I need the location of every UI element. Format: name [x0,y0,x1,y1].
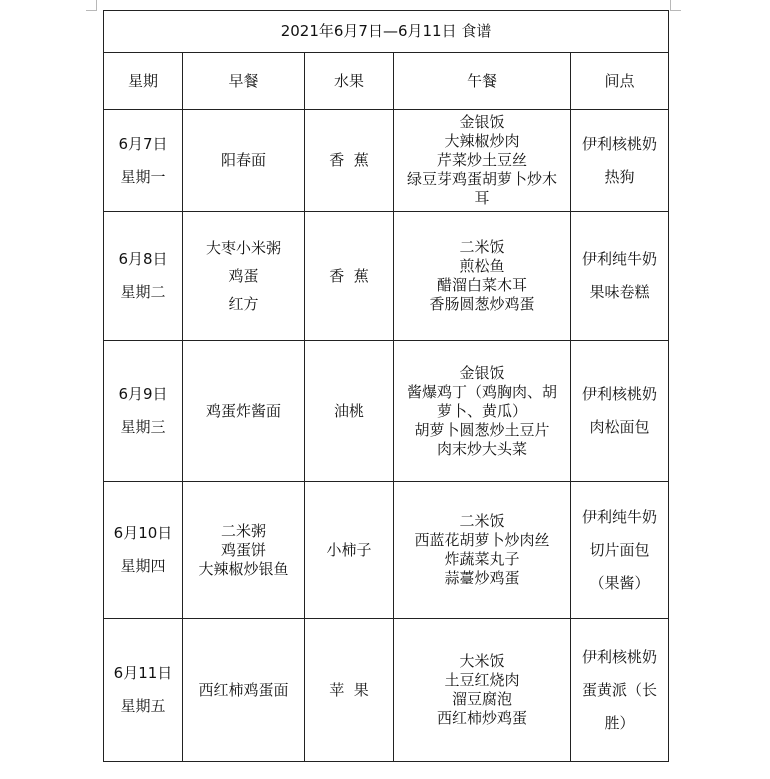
lunch-item: 土豆红烧肉 [444,671,520,689]
lunch-item: 金银饭 [459,113,505,131]
day-row-friday [104,619,669,762]
fruit-item: 小柿子 [326,540,372,559]
day-row-wednesday [104,341,669,482]
lunch-item: 金银饭 [459,363,505,382]
lunch-item: 二米饭 [459,238,505,256]
lunch-item: 绿豆芽鸡蛋胡萝卜炒木 [406,170,557,188]
lunch-item: 煎松鱼 [459,257,505,275]
fruit-item: 油桃 [333,401,364,420]
day-cell [104,341,183,482]
snack-item: 切片面包 [589,540,650,559]
breakfast-item: 大枣小米粥 [205,238,281,257]
lunch-cell [394,341,571,482]
breakfast-cell [183,212,305,341]
breakfast-cell [183,482,305,619]
fruit-item: 香 蕉 [329,266,369,285]
day-weekday: 星期五 [120,697,166,715]
snack-cell [571,212,669,341]
snack-item: （果酱） [589,573,650,592]
lunch-item: 大辣椒炒肉 [444,132,520,150]
header-weekday: 星期 [104,53,183,110]
day-cell [104,482,183,619]
snack-item: 蛋黄派（长 [582,680,658,699]
breakfast-item: 鸡蛋 [228,266,259,285]
lunch-cell [394,482,571,619]
breakfast-item: 阳春面 [220,151,266,169]
breakfast-cell [183,619,305,762]
header-row [104,53,669,110]
snack-cell [571,110,669,212]
day-weekday: 星期二 [120,283,166,301]
lunch-item: 醋溜白菜木耳 [436,276,527,294]
lunch-cell [394,212,571,341]
day-weekday: 星期三 [120,418,166,436]
breakfast-cell [183,341,305,482]
lunch-cell [394,110,571,212]
header-snack: 间点 [571,53,669,110]
lunch-cell [394,619,571,762]
snack-item: 肉松面包 [589,418,650,436]
day-weekday: 星期一 [120,167,166,186]
day-date: 6月9日 [118,385,168,403]
breakfast-item: 鸡蛋炸酱面 [205,401,281,420]
snack-item: 伊利核桃奶 [582,134,658,153]
snack-item: 伊利核桃奶 [582,385,658,403]
lunch-item: 芹菜炒土豆丝 [436,151,527,169]
snack-item: 果味卷糕 [589,283,650,301]
snack-item: 伊利纯牛奶 [582,507,658,526]
header-fruit: 水果 [305,53,394,110]
snack-item: 热狗 [604,167,635,186]
fruit-cell [305,619,394,762]
fruit-cell [305,212,394,341]
breakfast-item: 鸡蛋饼 [220,540,266,559]
crop-mark-left [86,0,97,11]
fruit-cell [305,110,394,212]
breakfast-item: 红方 [228,294,259,313]
day-date: 6月7日 [118,134,168,153]
day-cell [104,110,183,212]
crop-mark-right [670,0,681,11]
day-date: 6月8日 [118,250,168,268]
header-breakfast: 早餐 [183,53,305,110]
fruit-item: 香 蕉 [329,151,369,169]
menu-table [103,10,669,762]
fruit-item: 苹 果 [329,680,369,699]
snack-cell [571,619,669,762]
day-date: 6月11日 [113,664,173,682]
lunch-item: 炸蔬菜丸子 [444,550,520,568]
day-cell [104,619,183,762]
lunch-item: 肉末炒大头菜 [436,439,527,458]
day-row-monday [104,110,669,212]
day-row-tuesday [104,212,669,341]
lunch-item: 大米饭 [459,652,505,670]
snack-cell [571,341,669,482]
breakfast-item: 西红柿鸡蛋面 [198,680,289,699]
lunch-item: 西蓝花胡萝卜炒肉丝 [414,531,550,549]
snack-item: 胜） [604,713,635,732]
lunch-item: 萝卜、黄瓜） [436,401,527,420]
day-date: 6月10日 [113,524,173,542]
snack-cell [571,482,669,619]
snack-item: 伊利纯牛奶 [582,250,658,268]
breakfast-item: 二米粥 [220,521,266,540]
day-cell [104,212,183,341]
day-weekday: 星期四 [120,557,166,575]
lunch-item: 香肠圆葱炒鸡蛋 [429,295,535,313]
lunch-item: 西红柿炒鸡蛋 [436,709,527,727]
header-lunch: 午餐 [394,53,571,110]
lunch-item: 胡萝卜圆葱炒土豆片 [414,420,550,439]
lunch-item: 酱爆鸡丁（鸡胸肉、胡 [406,382,557,401]
menu-title: 2021年6月7日—6月11日 食谱 [104,11,669,53]
fruit-cell [305,341,394,482]
lunch-item: 蒜薹炒鸡蛋 [444,569,520,587]
lunch-item: 二米饭 [459,512,505,530]
breakfast-item: 大辣椒炒银鱼 [198,559,289,578]
lunch-item: 溜豆腐泡 [451,690,512,708]
snack-item: 伊利核桃奶 [582,647,658,666]
lunch-item: 耳 [474,189,490,207]
fruit-cell [305,482,394,619]
breakfast-cell [183,110,305,212]
day-row-thursday [104,482,669,619]
